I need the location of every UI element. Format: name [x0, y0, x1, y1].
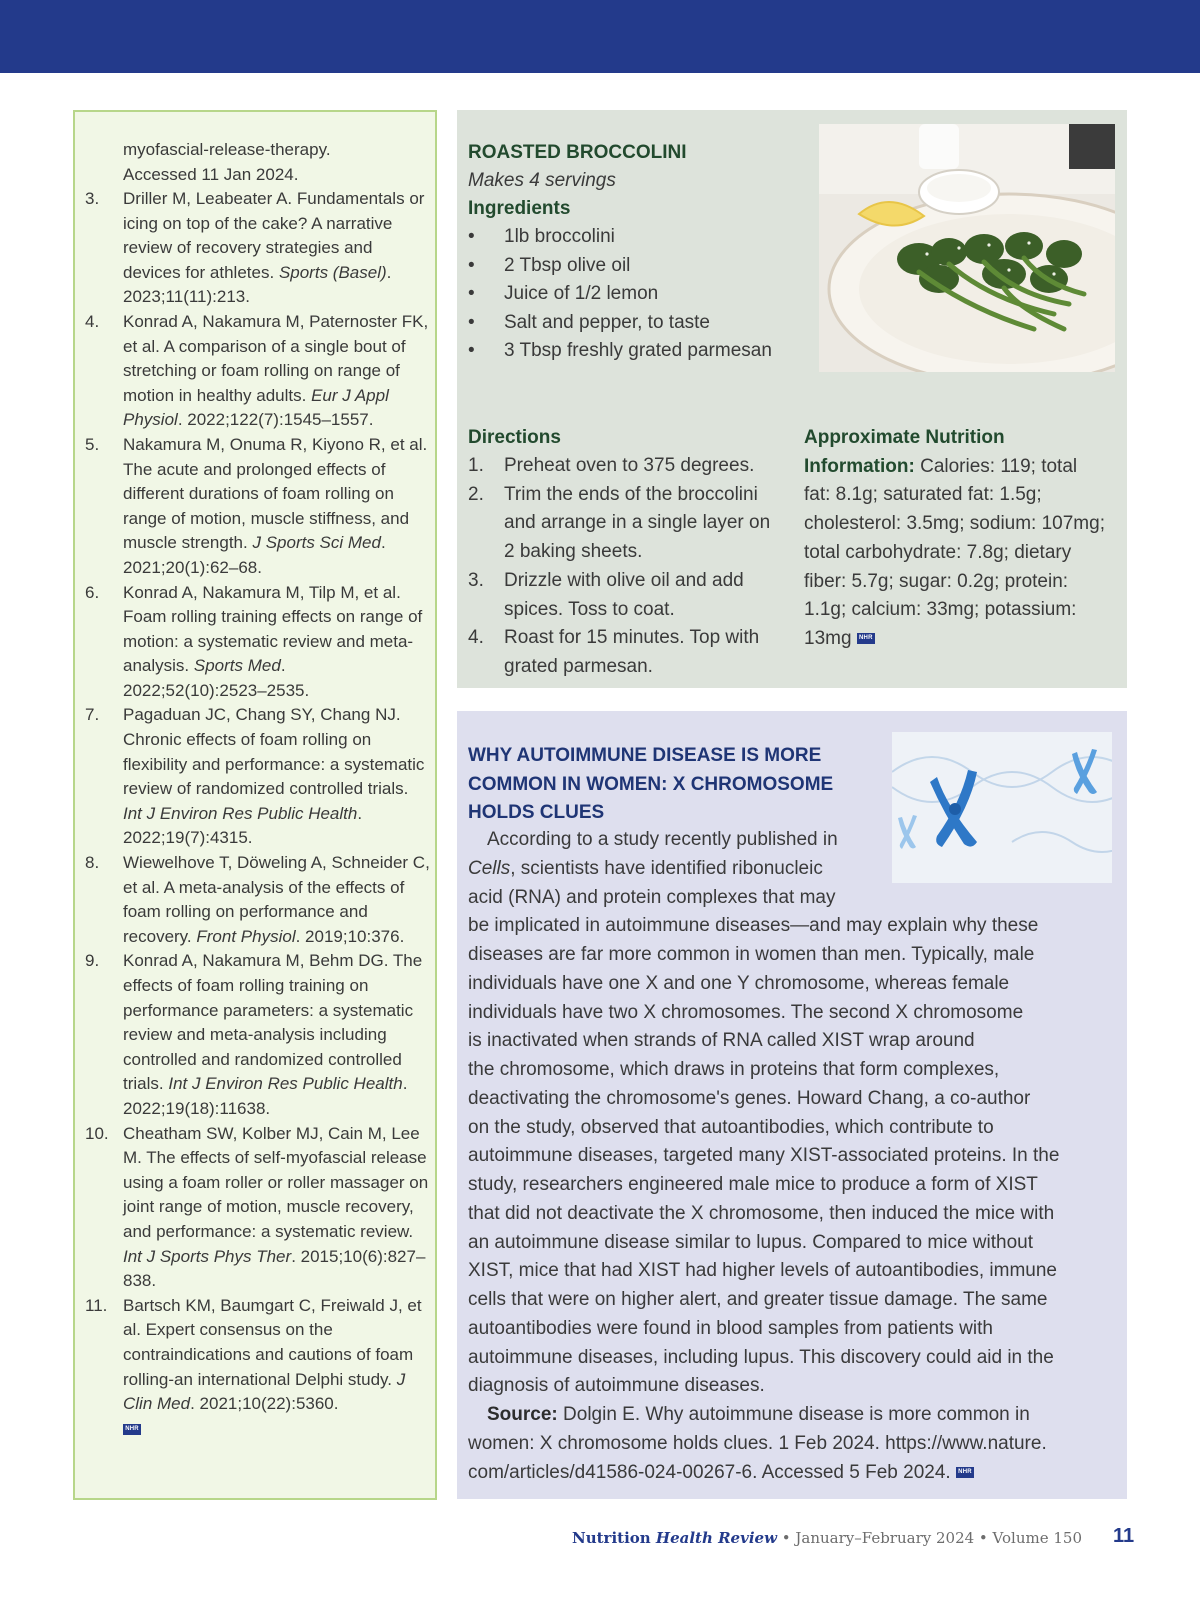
journal-name: Int J Environ Res Public Health [123, 803, 358, 823]
journal-name: J Sports Sci Med [252, 533, 381, 553]
reference-text: Konrad A, Nakamura M, Behm DG. The effects of foam rolling training on performance parameters: a systematic review and meta-analysis including controlled and randomized controlled trials. Int J Environ Res Public Health. 2022;19(18):11638. [123, 951, 423, 1118]
nutrition-subheading: Information: [804, 455, 915, 477]
article-box [457, 711, 1127, 1499]
reference-item [85, 1294, 430, 1442]
reference-text: Pagaduan JC, Chang SY, Chang NJ. Chronic effects of foam rolling on flexibility and performance: a systematic review of randomized controlled trials. Int J Environ Res Public Health. 2022;19(7):4315. [123, 705, 425, 848]
journal-name: Eur J Appl Physiol [123, 385, 389, 430]
journal-name: Front Physiol [196, 926, 296, 946]
reference-number: 11. [85, 1295, 108, 1315]
reference-number: 6. [85, 582, 100, 602]
direction-step: 3. Drizzle with olive oil and add spices. Toss to coat. [468, 567, 778, 624]
directions-list [468, 452, 778, 682]
article-line: that did not deactivate the X chromosome, then induced the mice with [468, 1202, 1055, 1224]
reference-text: Wiewelhove T, Döweling A, Schneider C, et al. A meta-analysis of the effects of foam rolling on performance and recovery. Front Physiol. 2019;10:376. [123, 853, 430, 946]
ingredient-item: • 1lb broccolini [468, 223, 778, 252]
bullet-icon: • [468, 226, 475, 247]
ingredient-item: • 3 Tbsp freshly grated parmesan [468, 337, 778, 366]
nutrition-heading: Approximate Nutrition [804, 427, 1005, 448]
article-intro-line: According to a study recently published in [487, 829, 838, 850]
journal-name: Sports (Basel) [278, 262, 387, 282]
reference-item [85, 851, 430, 949]
article-line: the chromosome, which draws in proteins that form complexes, [468, 1059, 1000, 1080]
step-number: 2. [468, 483, 484, 505]
direction-step: 4. Roast for 15 minutes. Top with grated parmesan. [468, 624, 778, 681]
reference-number: 9. [85, 951, 100, 971]
step-number: 1. [468, 455, 484, 476]
bullet-icon: • [468, 283, 475, 305]
broccolini-photo [819, 124, 1115, 372]
article-source: Source: Dolgin E. Why autoimmune disease is more common in [487, 1404, 1030, 1425]
ingredient-item: • 2 Tbsp olive oil [468, 252, 778, 281]
ingredient-item: • Salt and pepper, to taste [468, 309, 778, 338]
recipe-box [457, 110, 1127, 688]
reference-text: Bartsch KM, Baumgart C, Freiwald J, et al. Expert consensus on the contraindications and cautions of foam rolling-an international Delphi study. J Clin Med. 2021;10(22):5360. NHR [123, 1294, 430, 1442]
article-line: diagnosis of autoimmune diseases. [468, 1375, 765, 1397]
reference-item [85, 703, 430, 851]
source-label: Source: [487, 1404, 558, 1425]
reference-number: 7. [85, 705, 100, 725]
article-line: study, researchers engineered male mice to produce a form of XIST [468, 1174, 1038, 1195]
reference-text: Cheatham SW, Kolber MJ, Cain M, Lee M. The effects of self-myofascial release using a foam roller or roller massager on joint range of motion, muscle recovery, and performance: a systematic review. Int J Sports Phys Ther. 2015;10(6):827–838. [123, 1123, 429, 1291]
step-number: 4. [468, 627, 484, 649]
ingredients-list [468, 223, 778, 366]
article-line: autoimmune diseases, including lupus. This discovery could aid in the [468, 1346, 1054, 1368]
article-line: be implicated in autoimmune diseases—and may explain why these [468, 915, 1039, 937]
page-number: 11 [1113, 1525, 1135, 1547]
page-footer [572, 1529, 1082, 1547]
reference-item [85, 433, 430, 581]
bullet-icon: • [468, 254, 475, 276]
header-band [0, 0, 1200, 73]
article-title: WHY AUTOIMMUNE DISEASE IS MORE COMMON IN WOMEN: X CHROMOSOME HOLDS CLUES [468, 745, 834, 824]
reference-text: Nakamura M, Onuma R, Kiyono R, et al. The acute and prolonged effects of different durations of foam rolling on range of motion, muscle stiffness, and muscle strength. J Sports Sci Med. 2021;20(1):62–68. [123, 434, 428, 577]
reference-text: Driller M, Leabeater A. Fundamentals or icing on top of the cake? A narrative review of recovery strategies and devices for athletes. Sports (Basel). 2023;11(11):213. [123, 189, 425, 307]
reference-item [85, 581, 430, 704]
recipe-servings: Makes 4 servings [468, 170, 616, 191]
bullet-icon: • [468, 311, 475, 333]
article-line: deactivating the chromosome's genes. Howard Chang, a co-author [468, 1087, 1031, 1109]
reference-text: Konrad A, Nakamura M, Paternoster FK, et al. A comparison of a single bout of stretching or foam rolling on range of motion in healthy adults. Eur J Appl Physiol. 2022;122(7):1545–1557. [123, 311, 429, 430]
nutrition-info: Approximate Nutrition Information: Calories: 119; total fat: 8.1g; saturated fat: 1.5g; cholesterol: 3.5mg; sodium: 107mg; total carbohydrate: 7.8g; dietary fiber: 5.7g; sugar: 0.2g; protein: 1.1g; calcium: 33mg; potassium: 13mg NHR [804, 424, 1124, 654]
reference-item [85, 949, 430, 1121]
nhr-badge-icon: NHR [123, 1424, 141, 1435]
article-body: According to a study recently published in Cells, scientists have identified ribonucleic acid (RNA) and protein complexes that may be implicated in autoimmune diseases—and may explain why these diseases are far more common in women than men. Typically, male individuals have one X and one Y chromosome, whereas female individuals have two X chromosomes. The second X chromosome is inactivated when strands of RNA called XIST wrap around the chromosome, which draws in proteins that form complexes, deactivating the chromosome's genes. Howard Chang, a co-author on the study, observed that autoantibodies, which contribute to autoimmune diseases, targeted many XIST-associated proteins. In the study, researchers engineered male mice to produce a form of XIST that did not deactivate the X chromosome, then induced the mice with an autoimmune disease similar to lupus. Compared to mice without XIST, mice that had XIST had higher levels of autoantibodies, immune cells that were on higher alert, and greater tissue damage. The same autoantibodies were found in blood samples from patients with autoimmune diseases, including lupus. This discovery could aid in the diagnosis of autoimmune diseases. Source: Dolgin E. Why autoimmune disease is more common in women: X chromosome holds clues. 1 Feb 2024. https://www.nature. com/articles/d41586-024-00267-6. Accessed 5 Feb 2024. NHR [468, 826, 1108, 1487]
bullet-icon: • [468, 340, 475, 362]
reference-number: 5. [85, 434, 100, 454]
reference-number: 10. [85, 1123, 109, 1143]
journal-name: Cells [468, 857, 511, 879]
ingredient-item: • Juice of 1/2 lemon [468, 280, 778, 309]
issue-info: • January–February 2024 • Volume 150 [776, 1529, 1082, 1547]
journal-name: Int J Environ Res Public Health [168, 1074, 403, 1094]
reference-continuation: myofascial-release-therapy. Accessed 11 Jan 2024. [123, 140, 331, 184]
article-line: diseases are far more common in women than men. Typically, male [468, 944, 1035, 965]
journal-name: Int J Sports Phys Ther [123, 1246, 292, 1266]
article-line: an autoimmune disease similar to lupus. Compared to mice without [468, 1231, 1033, 1253]
ingredients-heading: Ingredients [468, 198, 571, 219]
reference-list [85, 187, 430, 1441]
directions-heading: Directions [468, 427, 561, 448]
article-paragraph [468, 884, 1108, 1402]
reference-item [85, 310, 430, 433]
reference-number: 8. [85, 853, 100, 873]
article-line: is inactivated when strands of RNA called XIST wrap around [468, 1030, 975, 1052]
article-line: cells that were on higher alert, and greater tissue damage. The same [468, 1289, 1048, 1310]
step-number: 3. [468, 569, 484, 591]
article-intro-line: Cells, scientists have identified ribonucleic [468, 857, 823, 879]
reference-number: 4. [85, 311, 100, 331]
reference-number: 3. [85, 189, 100, 208]
nhr-badge-icon: NHR [857, 633, 875, 644]
reference-item [85, 1122, 430, 1294]
article-line: autoimmune diseases, targeted many XIST-associated proteins. In the [468, 1145, 1060, 1167]
direction-step: 1. Preheat oven to 375 degrees. [468, 452, 778, 481]
journal-name: Sports Med [193, 656, 281, 676]
recipe-title: ROASTED BROCCOLINI [468, 142, 687, 163]
article-line: XIST, mice that had XIST had higher levels of autoantibodies, immune [468, 1260, 1057, 1282]
article-line: on the study, observed that autoantibodies, which contribute to [468, 1116, 994, 1138]
references-box [73, 110, 437, 1500]
direction-step: 2. Trim the ends of the broccolini and arrange in a single layer on 2 baking sheets. [468, 481, 778, 567]
article-line: acid (RNA) and protein complexes that may [468, 886, 836, 908]
article-line: autoantibodies were found in blood samples from patients with [468, 1317, 993, 1339]
reference-text: Konrad A, Nakamura M, Tilp M, et al. Foam rolling training effects on range of motion: a systematic review and meta-analysis. Sports Med. 2022;52(10):2523–2535. [123, 582, 423, 700]
journal-name: J Clin Med [123, 1369, 406, 1414]
reference-item [85, 187, 430, 310]
article-line: individuals have two X chromosomes. The second X chromosome [468, 1001, 1024, 1023]
nhr-badge-icon: NHR [956, 1467, 974, 1478]
broccolini-plate-illustration [819, 124, 1115, 372]
article-line: individuals have one X and one Y chromosome, whereas female [468, 972, 1010, 994]
magazine-name: Nutrition Health Review [572, 1529, 777, 1547]
